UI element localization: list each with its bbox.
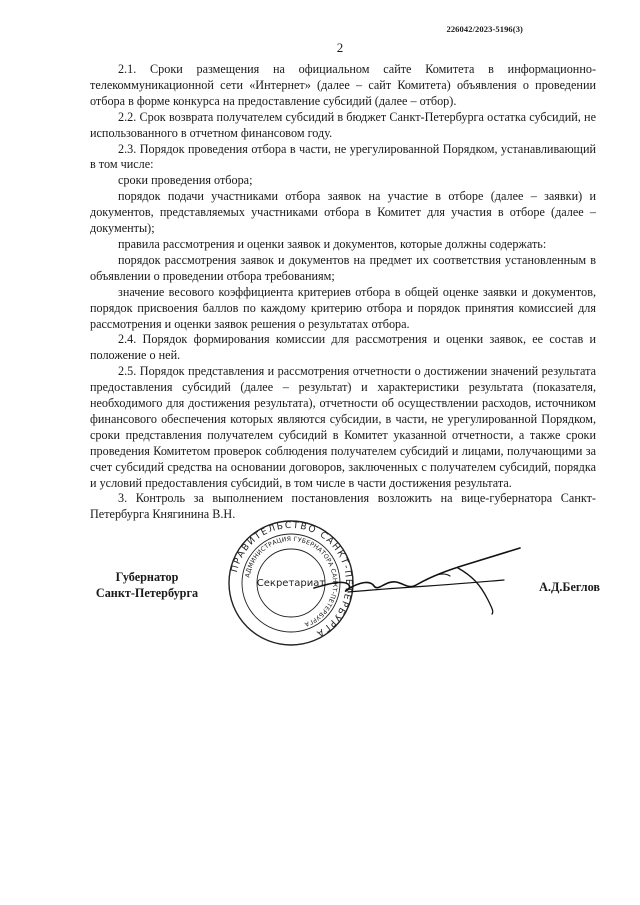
paragraph-2-3: 2.3. Порядок проведения отбора в части, не урегулированной Порядком, устанавливающий в том числе: xyxy=(90,141,596,172)
paragraph-2-5: 2.5. Порядок представления и рассмотрения отчетности о достижении значений результата предоставления субсидий (далее – результат) и характеристики результата (показателя, необходимого для достижения результата), отчетности об осуществлении расходов, источником финансового обеспечения которых являются субсидии, в части, не урегулированной Порядком, сроки представления получателем субсидий в Комитет указанной отчетности, а также сроки проведения Комитетом проверок соблюдения получателем субсидий и лицами, получающими за счет субсидий средства на основании договоров, заключенных с получателем субсидий, порядка и условий предоставления субсидий, в том числе в части достижения результата. xyxy=(90,364,596,490)
paragraph-weight-coefficient: значение весового коэффициента критериев отбора в общей оценке заявки и документов, порядок присвоения баллов по каждому критерию отбора и порядок принятия комиссией для рассмотрения и оценки заявок решения о результатах отбора. xyxy=(90,284,596,331)
page-number: 2 xyxy=(336,40,344,55)
paragraph-3: 3. Контроль за выполнением постановления возложить на вице-губернатора Санкт-Петербурга Княгинина В.Н. xyxy=(90,491,596,522)
document-number: 226042/2023-5196(3) xyxy=(446,24,523,34)
paragraph-application-order: порядок подачи участниками отбора заявок на участие в отборе (далее – заявки) и документов, представляемых участниками отбора в Комитет для участия в отборе (далее – документы); xyxy=(90,189,596,236)
signatory-title-line1: Губернатор xyxy=(115,570,179,584)
seal-center-text: Секретариат xyxy=(256,578,326,589)
signatory-title-line2: Санкт-Петербурга xyxy=(95,585,199,600)
seal-outer-text: ПРАВИТЕЛЬСТВО САНКТ-ПЕТЕРБУРГА xyxy=(230,520,354,639)
paragraph-2-1: 2.1. Сроки размещения на официальном сайте Комитета в информационно-телекоммуникационной сети «Интернет» (далее – сайт Комитета) объявления о проведении отбора в форме конкурса на предоставление субсидий (далее – отбор). xyxy=(90,62,596,108)
handwritten-signature xyxy=(308,540,528,620)
paragraph-deadlines: сроки проведения отбора; xyxy=(118,173,253,188)
seal-inner-text: АДМИНИСТРАЦИЯ ГУБЕРНАТОРА САНКТ-ПЕТЕРБУРГА xyxy=(244,535,339,628)
signatory-title xyxy=(82,570,212,601)
paragraph-2-2: 2.2. Срок возврата получателем субсидий в бюджет Санкт-Петербурга остатка субсидий, не использованного в отчетном финансовом году. xyxy=(90,109,596,140)
signatory-name: А.Д.Беглов xyxy=(539,580,600,594)
paragraph-2-4: 2.4. Порядок формирования комиссии для рассмотрения и оценки заявок, ее состав и положение о ней. xyxy=(90,332,596,363)
document-body xyxy=(90,62,596,523)
paragraph-review-procedure: порядок рассмотрения заявок и документов на предмет их соответствия установленным в объявлении о проведении отбора требованиям; xyxy=(90,252,596,283)
paragraph-review-rules: правила рассмотрения и оценки заявок и документов, которые должны содержать: xyxy=(118,236,547,251)
